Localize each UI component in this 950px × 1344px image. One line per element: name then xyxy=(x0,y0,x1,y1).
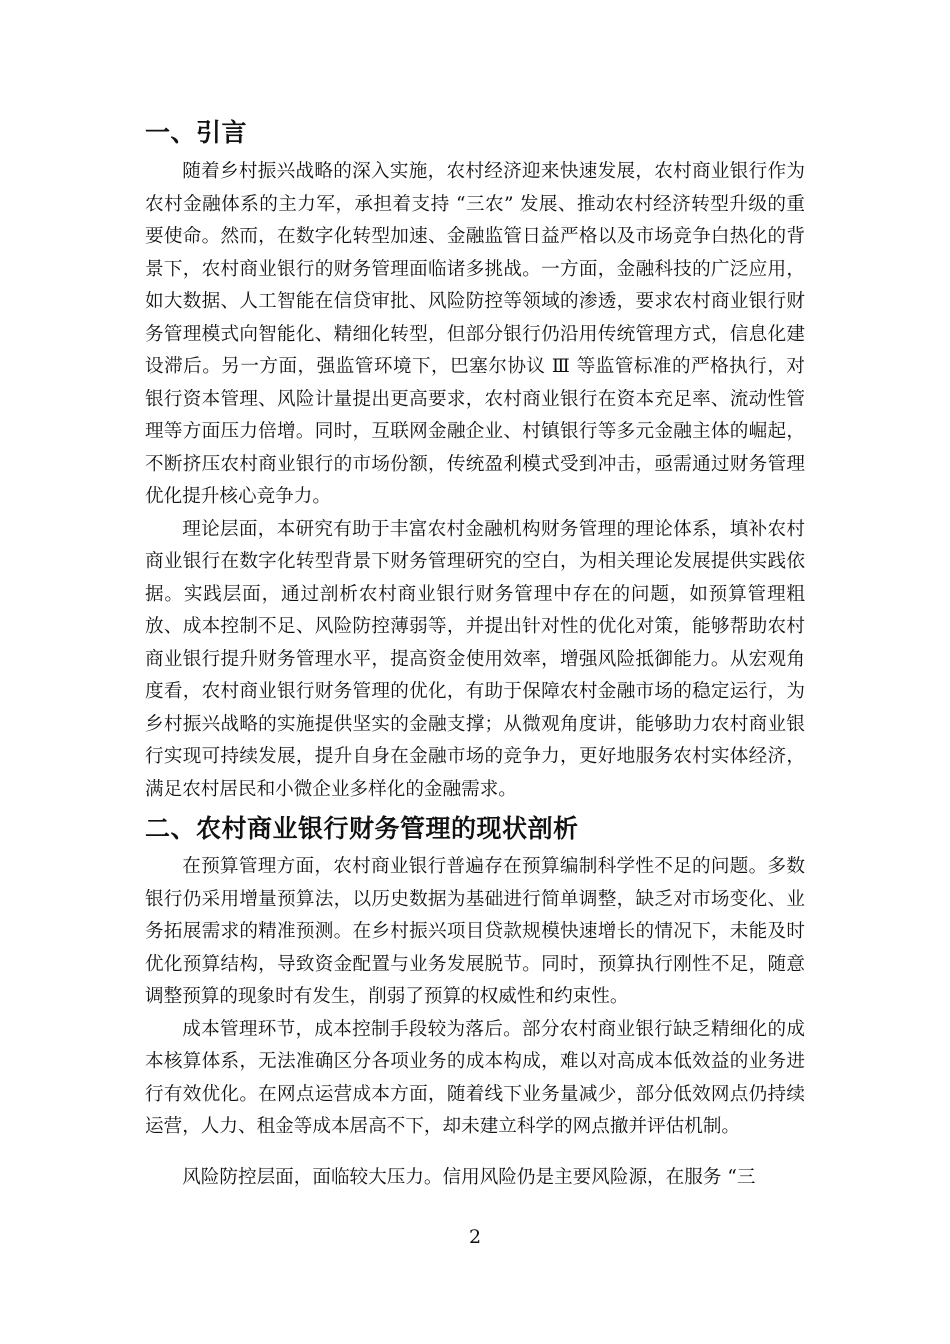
paragraph-risk-control: 风险防控层面，面临较大压力。信用风险仍是主要风险源，在服务 “三 xyxy=(182,1166,756,1188)
page-number: 2 xyxy=(468,1226,482,1248)
paragraph-cost-management: 成本管理环节，成本控制手段较为落后。部分农村商业银行缺乏精细化的成本核算体系，无法准确区分各项业务的成本构成，难以对高成本低效益的业务进行有效优化。在网点运营成本方面，随着线下业务量减少，部分低效网点仍持续运营，人力、租金等成本居高不下，却未建立科学的网点撤并评估机制。 xyxy=(145,1018,805,1137)
paragraph-introduction-significance: 理论层面，本研究有助于丰富农村金融机构财务管理的理论体系，填补农村商业银行在数字化转型背景下财务管理研究的空白，为相关理论发展提供实践依据。实践层面，通过剖析农村商业银行财务管理中存在的问题，如预算管理粗放、成本控制不足、风险防控薄弱等，并提出针对性的优化对策，能够帮助农村商业银行提升财务管理水平，提高资金使用效率，增强风险抵御能力。从宏观角度看，农村商业银行财务管理的优化，有助于保障农村金融市场的稳定运行，为乡村振兴战略的实施提供坚实的金融支撑；从微观角度讲，能够助力农村商业银行实现可持续发展，提升自身在金融市场的竞争力，更好地服务农村实体经济，满足农村居民和小微企业多样化的金融需求。 xyxy=(145,518,805,800)
section-heading-current-status: 二、农村商业银行财务管理的现状剖析 xyxy=(145,814,579,843)
paragraph-introduction-background: 随着乡村振兴战略的深入实施，农村经济迎来快速发展，农村商业银行作为农村金融体系的主力军，承担着支持 “三农” 发展、推动农村经济转型升级的重要使命。然而，在数字化转型加速、金融监管日益严格以及市场竞争白热化的背景下，农村商业银行的财务管理面临诸多挑战。一方面，金融科技的广泛应用，如大数据、人工智能在信贷审批、风险防控等领域的渗透，要求农村商业银行财务管理模式向智能化、精细化转型，但部分银行仍沿用传统管理方式，信息化建设滞后。另一方面，强监管环境下，巴塞尔协议 Ⅲ 等监管标准的严格执行，对银行资本管理、风险计量提出更高要求，农村商业银行在资本充足率、流动性管理等方面压力倍增。同时，互联网金融企业、村镇银行等多元金融主体的崛起，不断挤压农村商业银行的市场份额，传统盈利模式受到冲击，亟需通过财务管理优化提升核心竞争力。 xyxy=(145,161,805,507)
paragraph-budget-management: 在预算管理方面，农村商业银行普遍存在预算编制科学性不足的问题。多数银行仍采用增量预算法，以历史数据为基础进行简单调整，缺乏对市场变化、业务拓展需求的精准预测。在乡村振兴项目贷款规模快速增长的情况下，未能及时优化预算结构，导致资金配置与业务发展脱节。同时，预算执行刚性不足，随意调整预算的现象时有发生，削弱了预算的权威性和约束性。 xyxy=(145,856,805,1007)
section-heading-introduction: 一、引言 xyxy=(145,118,248,147)
page-content xyxy=(145,112,805,1194)
